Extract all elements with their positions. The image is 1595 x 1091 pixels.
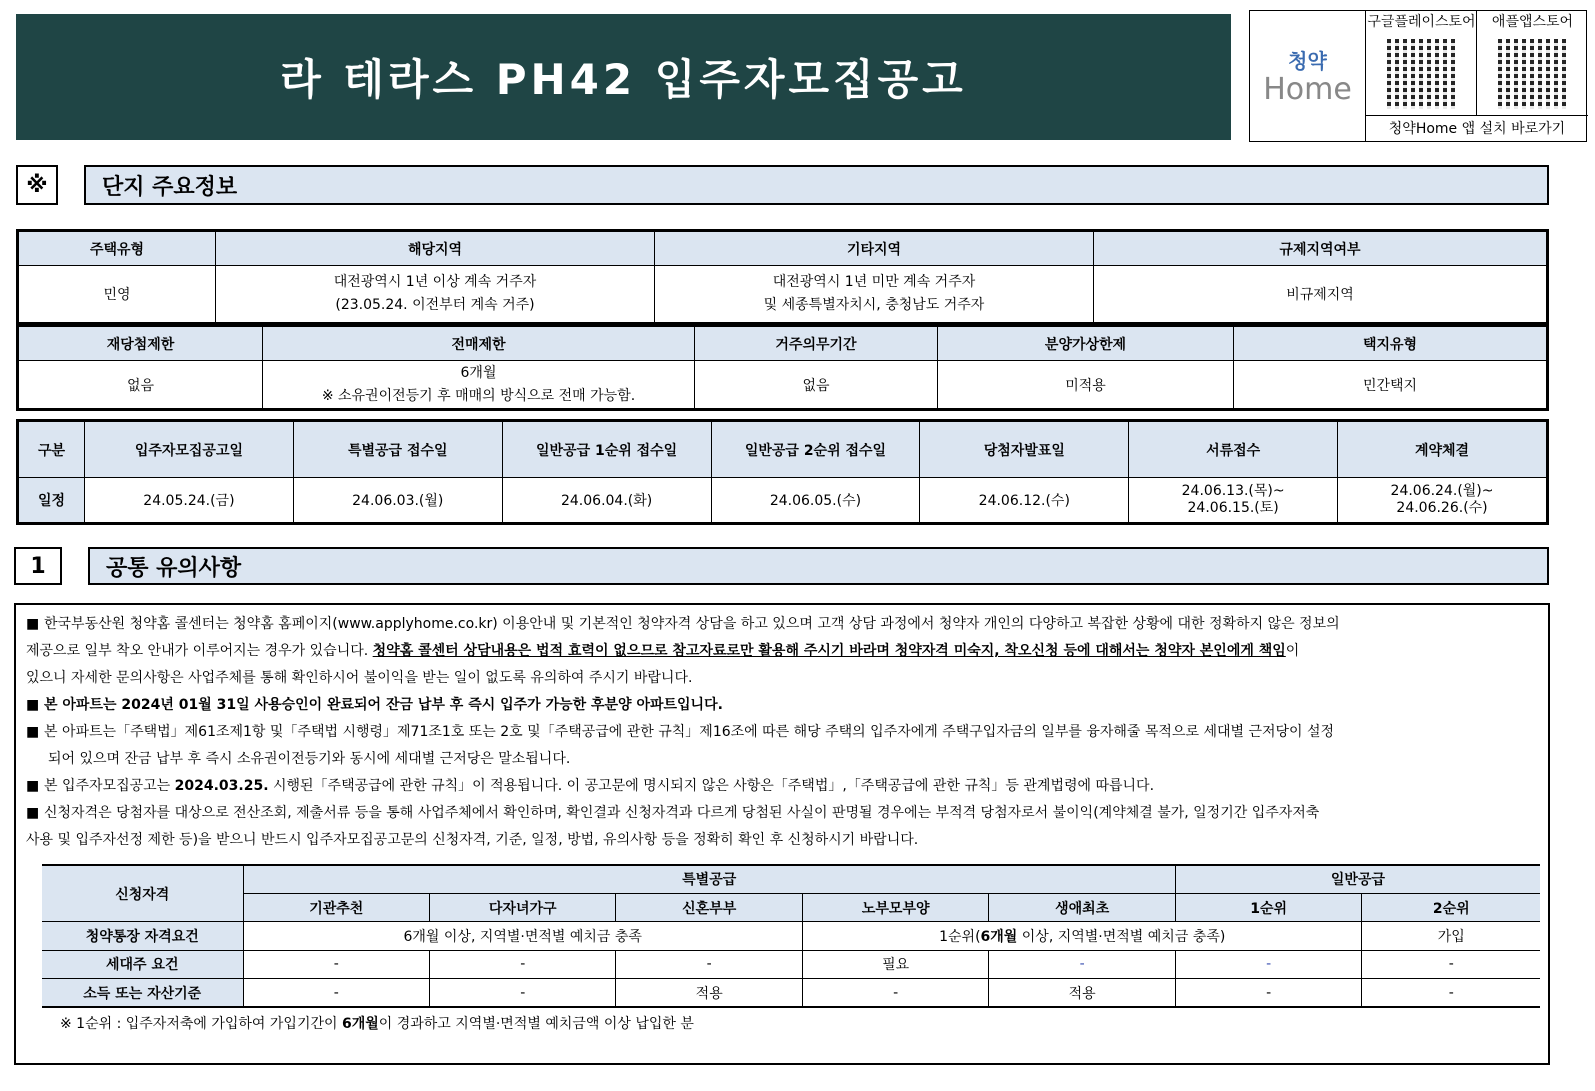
requirement-cell: - [1175, 979, 1362, 1007]
requirement-cell: 6개월 이상, 지역별·면적별 예치금 충족 [243, 922, 802, 950]
schedule-header: 계약체결 [1338, 422, 1547, 478]
complex-info-table-2 [16, 324, 1549, 411]
requirement-cell: - [989, 950, 1175, 978]
section-mark: ※ [16, 165, 58, 205]
bullet-icon: ■ [26, 616, 40, 632]
requirement-cell: - [243, 979, 429, 1007]
note-1-cont2 [26, 665, 1541, 692]
header-housing-type: 주택유형 [19, 232, 216, 266]
value-land-type: 민간택지 [1234, 361, 1547, 409]
footnote [60, 1013, 694, 1033]
header-land-type: 택지유형 [1234, 327, 1547, 361]
requirement-cell: 적용 [989, 979, 1175, 1007]
note-text: 있으니 자세한 문의사항은 사업주체를 통해 확인하시어 불이익을 받는 일이 없도록 유의하여 주시기 바랍니다. [26, 670, 693, 686]
general-supply-header: 일반공급 [1175, 865, 1540, 893]
footnote-text: 이 경과하고 지역별·면적별 예치금액 이상 납입한 분 [378, 1016, 694, 1032]
schedule-value: 24.06.12.(수) [920, 478, 1129, 523]
qr-code-icon [1387, 39, 1457, 109]
row-label: 세대주 요건 [42, 950, 243, 978]
note-5 [26, 800, 1541, 827]
value-other-area: 대전광역시 1년 미만 계속 거주자 및 세종특별자치시, 충청남도 거주자 [655, 266, 1094, 323]
app-install-link[interactable]: 청약Home 앱 설치 바로가기 [1365, 115, 1588, 142]
eligibility-table [42, 864, 1540, 1008]
app-store-label: 애플앱스토어 [1491, 14, 1574, 30]
header-resale-limit: 전매제한 [263, 327, 695, 361]
schedule-value: 24.06.03.(월) [293, 478, 502, 523]
requirement-cell: 적용 [616, 979, 802, 1007]
requirement-cell: - [243, 950, 429, 978]
bullet-icon: ■ [26, 697, 40, 713]
note-text: 본 아파트는 2024년 01월 31일 사용승인이 완료되어 잔금 납부 후 즉시 입주가 가능한 후분양 아파트입니다. [44, 697, 723, 713]
note-1 [26, 611, 1541, 638]
eligibility-corner: 신청자격 [42, 865, 243, 922]
note-emphasis: 청약홈 콜센터 상담내용은 법적 효력이 없으므로 참고자료로만 활용해 주시기 바라며 청약자격 미숙지, 착오신청 등에 대해서는 청약자 본인에게 책임 [372, 643, 1286, 659]
note-text: 되어 있으며 잔금 납부 후 즉시 소유권이전등기와 동시에 세대별 근저당은 말소됩니다. [48, 751, 571, 767]
requirement-cell: - [1175, 950, 1362, 978]
note-text: 신청자격은 당첨자를 대상으로 전산조회, 제출서류 등을 통해 사업주체에서 확인하며, 확인결과 신청자격과 다르게 당첨된 사실이 판명될 경우에는 부적격 당첨자로서 불이익(계약체결 불가, 일정기간 입주자저축 [44, 805, 1320, 821]
schedule-row-label: 일정 [19, 478, 85, 523]
value-price-cap: 미적용 [938, 361, 1234, 409]
sub-header: 신혼부부 [616, 893, 802, 921]
note-3 [26, 719, 1541, 746]
page-title: 라 테라스 PH42 입주자모집공고 [16, 14, 1231, 140]
schedule-header: 특별공급 접수일 [293, 422, 502, 478]
schedule-header: 일반공급 2순위 접수일 [711, 422, 920, 478]
header-local-area: 해당지역 [216, 232, 655, 266]
qr-code-icon [1498, 39, 1568, 109]
note-2 [26, 692, 1541, 719]
bullet-icon: ■ [26, 778, 40, 794]
schedule-header: 입주자모집공고일 [85, 422, 294, 478]
section-title-complex-info: 단지 주요정보 [84, 165, 1549, 205]
cell-text: 이상, 지역별·면적별 예치금 충족) [1017, 928, 1226, 945]
schedule-header: 당첨자발표일 [920, 422, 1129, 478]
bullet-icon: ■ [26, 724, 40, 740]
requirement-cell: - [429, 950, 615, 978]
header-other-area: 기타지역 [655, 232, 1094, 266]
value-rewin-limit: 없음 [19, 361, 263, 409]
value-residence-duty: 없음 [695, 361, 938, 409]
footnote-text: ※ 1순위 : 입주자저축에 가입하여 가입기간이 [60, 1016, 342, 1032]
sub-header: 노부모부양 [802, 893, 988, 921]
cell-text: 1순위( [939, 928, 981, 945]
row-label: 소득 또는 자산기준 [42, 979, 243, 1007]
note-text: 시행된「주택공급에 관한 규칙」이 적용됩니다. 이 공고문에 명시되지 않은 사항은「주택법」,「주택공급에 관한 규칙」등 관계법령에 따릅니다. [272, 778, 1155, 794]
schedule-header: 서류접수 [1129, 422, 1338, 478]
header-price-cap: 분양가상한제 [938, 327, 1234, 361]
google-play-label: 구글플레이스토어 [1367, 14, 1476, 30]
value-housing-type: 민영 [19, 266, 216, 323]
logo-line2: Home [1263, 72, 1352, 107]
header-regulated-area: 규제지역여부 [1094, 232, 1547, 266]
sub-header: 기관추천 [243, 893, 429, 921]
logo-line1: 청약 [1288, 49, 1327, 73]
section-number: 1 [14, 547, 62, 585]
footnote-emphasis: 6개월 [341, 1016, 379, 1032]
schedule-value: 24.05.24.(금) [85, 478, 294, 523]
note-1-cont [26, 638, 1541, 665]
value-resale-limit: 6개월 ※ 소유권이전등기 후 매매의 방식으로 전매 가능함. [263, 361, 695, 409]
app-store-qr[interactable] [1476, 11, 1588, 115]
schedule-value: 24.06.05.(수) [711, 478, 920, 523]
schedule-header: 일반공급 1순위 접수일 [502, 422, 711, 478]
requirement-cell [802, 922, 1362, 950]
bullet-icon: ■ [26, 805, 40, 821]
section-title-common-notes: 공통 유의사항 [88, 547, 1549, 585]
row-label: 청약통장 자격요건 [42, 922, 243, 950]
schedule-table [16, 419, 1549, 525]
requirement-cell: - [616, 950, 802, 978]
value-regulated-area: 비규제지역 [1094, 266, 1547, 323]
common-notes-box [14, 603, 1550, 1065]
note-text: 사용 및 입주자선정 제한 등)을 받으니 반드시 입주자모집공고문의 신청자격, 기준, 일정, 방법, 유의사항 등을 정확히 확인 후 신청하시기 바랍니다. [26, 832, 919, 848]
value-local-area: 대전광역시 1년 이상 계속 거주자 (23.05.24. 이전부터 계속 거주) [216, 266, 655, 323]
requirement-cell: - [1362, 950, 1540, 978]
google-play-qr[interactable] [1365, 11, 1477, 115]
app-download-box [1249, 10, 1587, 142]
note-4 [26, 773, 1541, 800]
note-text: 이 [1285, 643, 1300, 659]
sub-header: 다자녀가구 [429, 893, 615, 921]
sub-header: 생애최초 [989, 893, 1175, 921]
header-rewin-limit: 재당첨제한 [19, 327, 263, 361]
requirement-cell: 가입 [1362, 922, 1540, 950]
schedule-header: 구분 [19, 422, 85, 478]
schedule-value: 24.06.24.(월)~ 24.06.26.(수) [1338, 478, 1547, 523]
note-text: 제공으로 일부 착오 안내가 이루어지는 경우가 있습니다. [26, 643, 369, 659]
header-residence-duty: 거주의무기간 [695, 327, 938, 361]
note-text: 본 아파트는「주택법」제61조제1항 및「주택법 시행령」제71조1호 또는 2호 및「주택공급에 관한 규칙」제16조에 따른 해당 주택의 입주자에게 주택구입자금의 일부를 융자해줄 목적으로 세대별 근저당이 설정 [44, 724, 1335, 740]
requirement-cell: - [429, 979, 615, 1007]
cell-emphasis: 6개월 [980, 928, 1018, 945]
note-emphasis: 2024.03.25. [174, 778, 269, 794]
sub-header: 1순위 [1175, 893, 1362, 921]
schedule-value: 24.06.13.(목)~ 24.06.15.(토) [1129, 478, 1338, 523]
note-3-cont [26, 746, 1563, 773]
complex-info-table-1 [16, 229, 1549, 325]
note-text: 한국부동산원 청약홈 콜센터는 청약홈 홈페이지(www.applyhome.co.kr) 이용안내 및 기본적인 청약자격 상담을 하고 있으며 고객 상담 과정에서 청약자 개인의 다양하고 복잡한 상황에 대한 정확하지 않은 정보의 [44, 616, 1340, 632]
requirement-cell: - [802, 979, 988, 1007]
schedule-value: 24.06.04.(화) [502, 478, 711, 523]
requirement-cell: - [1362, 979, 1540, 1007]
applyhome-logo [1250, 11, 1365, 141]
note-5-cont [26, 827, 1541, 854]
sub-header: 2순위 [1362, 893, 1540, 921]
requirement-cell: 필요 [802, 950, 988, 978]
note-text: 본 입주자모집공고는 [44, 778, 171, 794]
special-supply-header: 특별공급 [243, 865, 1175, 893]
